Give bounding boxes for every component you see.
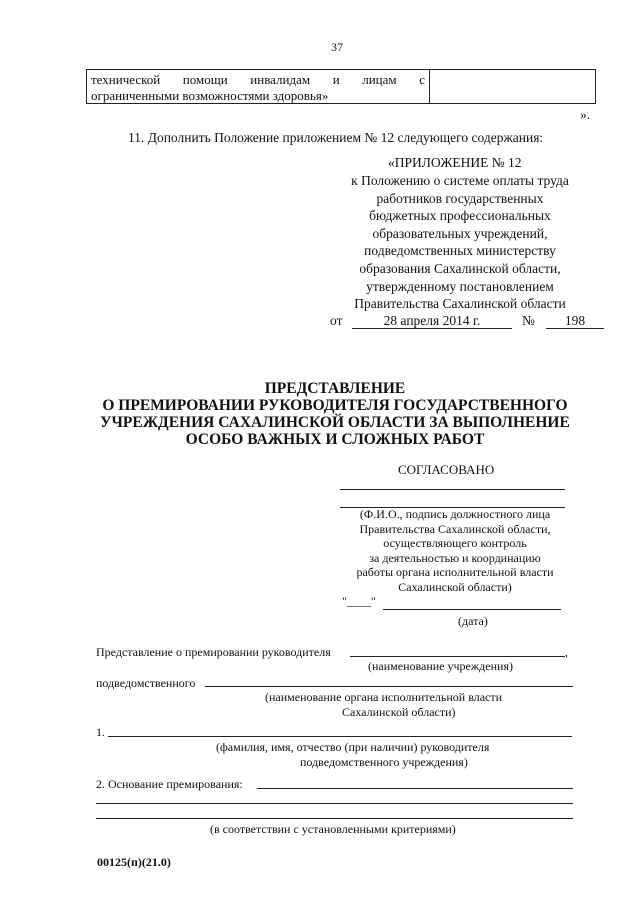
date-line bbox=[383, 609, 561, 610]
fio-caption: (фамилия, имя, отчество (при наличии) руководителя bbox=[216, 740, 490, 754]
signatory-line: Правительства Сахалинской области, bbox=[359, 521, 551, 536]
appendix-line: образования Сахалинской области, bbox=[359, 260, 561, 276]
date-quote-marks: "____" bbox=[342, 594, 376, 608]
appendix-line: бюджетных профессиональных bbox=[369, 208, 551, 224]
signatory-line: за деятельностью и координацию bbox=[369, 550, 541, 565]
appendix-line: образовательных учреждений, bbox=[372, 225, 548, 241]
page-number: 37 bbox=[331, 40, 343, 54]
appendix-line: работников государственных bbox=[376, 190, 544, 206]
signatory-line: осуществляющего контроль bbox=[383, 536, 527, 551]
appendix-line: утвержденному постановлением bbox=[366, 278, 554, 294]
continuation-table bbox=[86, 69, 596, 104]
subordinate-label: подведомственного bbox=[96, 676, 196, 690]
document-title bbox=[80, 380, 590, 448]
appendix-heading: «ПРИЛОЖЕНИЕ № 12 bbox=[388, 155, 522, 170]
number-prefix: № bbox=[522, 313, 535, 328]
signatory-line: (Ф.И.О., подпись должностного лица bbox=[359, 507, 551, 521]
appendix-line: подведомственных министерству bbox=[364, 243, 556, 259]
rep-comma: , bbox=[565, 645, 568, 659]
resolution-number: 198 bbox=[546, 313, 604, 329]
table-line-2: ограниченными возможностями здоровья» bbox=[91, 88, 329, 103]
basis-field-line bbox=[96, 803, 573, 804]
authority-field-line bbox=[205, 686, 573, 687]
signatory-line: работы органа исполнительной власти bbox=[356, 565, 554, 580]
authority-caption: (наименование органа исполнительной власти bbox=[265, 690, 503, 704]
item-11: 11. Дополнить Положение приложением № 12 следующего содержания: bbox=[128, 130, 544, 145]
title-line: УЧРЕЖДЕНИЯ САХАЛИНСКОЙ ОБЛАСТИ ЗА ВЫПОЛНЕНИЕ bbox=[100, 414, 570, 431]
basis-field-line bbox=[96, 818, 573, 819]
table-closing-quote: ». bbox=[580, 107, 591, 122]
signatory-line: Сахалинской области) bbox=[398, 579, 512, 594]
fio-field-line bbox=[108, 736, 572, 737]
institution-field-line bbox=[350, 656, 565, 657]
resolution-date: 28 апреля 2014 г. bbox=[352, 313, 512, 329]
table-line-1: технической помощи инвалидам и лицам с bbox=[91, 72, 425, 87]
footer-code: 00125(п)(21.0) bbox=[97, 855, 171, 869]
signatory-caption bbox=[340, 507, 570, 595]
date-prefix: от bbox=[330, 313, 343, 328]
appendix-basis bbox=[330, 172, 590, 313]
rep-label: Представление о премировании руководителя bbox=[96, 645, 331, 659]
institution-caption: (наименование учреждения) bbox=[368, 659, 513, 673]
appendix-line: Правительства Сахалинской области bbox=[354, 296, 566, 312]
appendix-line: к Положению о системе оплаты труда bbox=[351, 173, 569, 188]
criteria-caption: (в соответствии с установленными критериями) bbox=[210, 822, 456, 836]
table-cell-text bbox=[87, 70, 430, 103]
date-caption: (дата) bbox=[458, 614, 488, 628]
title-line: О ПРЕМИРОВАНИИ РУКОВОДИТЕЛЯ ГОСУДАРСТВЕННОГО bbox=[102, 397, 568, 414]
fio-caption: подведомственного учреждения) bbox=[300, 755, 468, 769]
title-line: ОСОБО ВАЖНЫХ И СЛОЖНЫХ РАБОТ bbox=[185, 431, 485, 448]
item-1-label: 1. bbox=[96, 725, 105, 739]
approval-signature-line bbox=[340, 489, 565, 490]
basis-field-line bbox=[257, 788, 573, 789]
item-2-label: 2. Основание премирования: bbox=[96, 777, 243, 791]
approved-label: СОГЛАСОВАНО bbox=[398, 462, 495, 477]
title-line: ПРЕДСТАВЛЕНИЕ bbox=[264, 380, 406, 397]
authority-caption: Сахалинской области) bbox=[342, 705, 456, 719]
